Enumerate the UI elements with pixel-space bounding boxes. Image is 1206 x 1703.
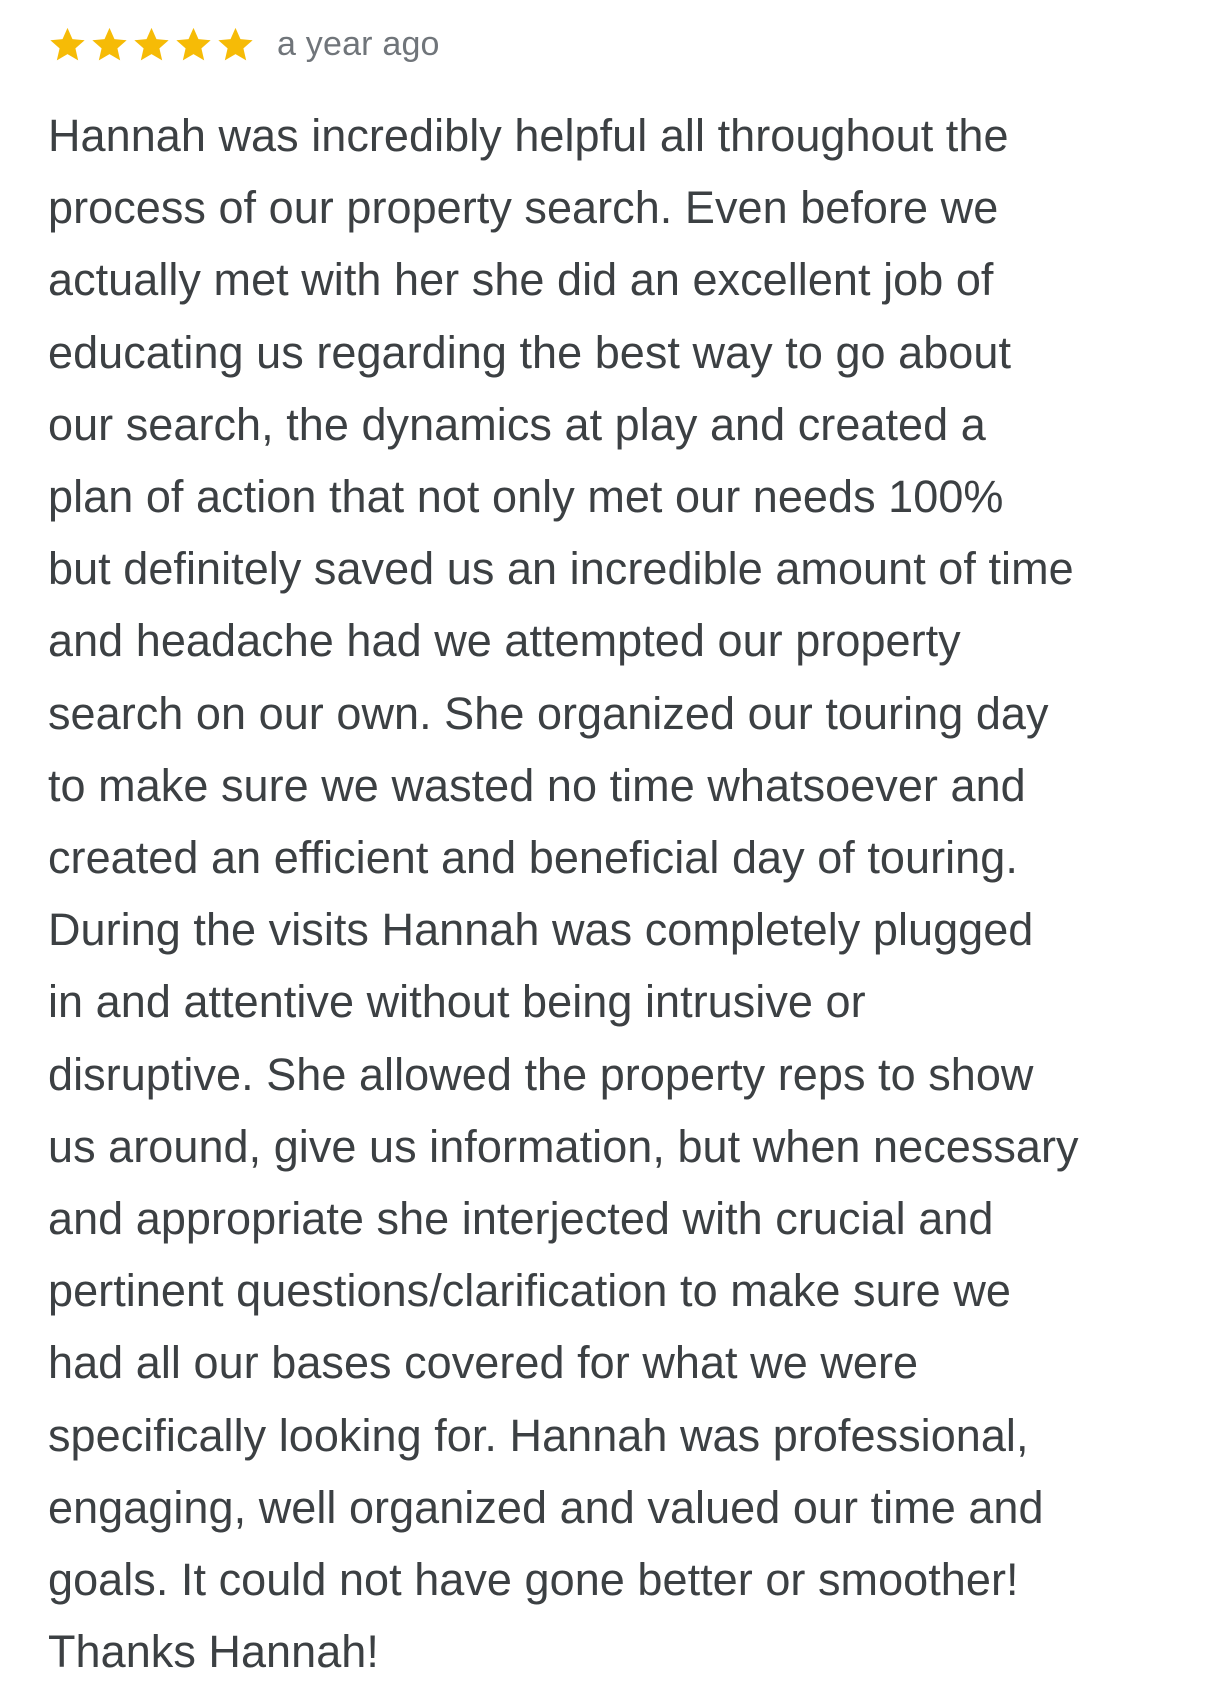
review-text-line: us around, give us information, but when necessary [48, 1120, 1079, 1172]
review-text-line: our search, the dynamics at play and created a [48, 398, 986, 450]
review-text-line: created an efficient and beneficial day of touring. [48, 832, 1018, 884]
review-text-line: pertinent questions/clarification to make sure we [48, 1265, 1011, 1317]
review-text-line: and headache had we attempted our property [48, 615, 961, 667]
review-text-line: but definitely saved us an incredible amount of time [48, 543, 1074, 595]
review-text-line: educating us regarding the best way to go about [48, 326, 1012, 378]
review-text-line: in and attentive without being intrusive or [48, 976, 866, 1028]
review-text-line: goals. It could not have gone better or smoother! [48, 1554, 1019, 1606]
review-text-line: actually met with her she did an excellent job of [48, 254, 994, 306]
star-filled-icon [90, 25, 129, 64]
review-text-line: disruptive. She allowed the property reps to show [48, 1048, 1034, 1100]
review-text-line: process of our property search. Even before we [48, 182, 999, 234]
star-filled-icon [216, 25, 255, 64]
review-text-line: search on our own. She organized our touring day [48, 687, 1049, 739]
star-filled-icon [174, 25, 213, 64]
review-text-line: plan of action that not only met our needs 100% [48, 471, 1004, 523]
review-text-line: engaging, well organized and valued our time and [48, 1481, 1044, 1533]
review-text-line: to make sure we wasted no time whatsoever and [48, 759, 1026, 811]
review-text-line: During the visits Hannah was completely plugged [48, 904, 1034, 956]
review-text-line: and appropriate she interjected with crucial and [48, 1193, 994, 1245]
star-rating [48, 25, 255, 64]
star-filled-icon [48, 25, 87, 64]
star-filled-icon [132, 25, 171, 64]
review-text-line: Hannah was incredibly helpful all throughout the [48, 110, 1009, 161]
review-text-line: had all our bases covered for what we were [48, 1337, 919, 1389]
review-card [48, 16, 1178, 1688]
review-time: a year ago [277, 24, 440, 63]
review-text-line: specifically looking for. Hannah was professional, [48, 1409, 1029, 1461]
review-text [48, 100, 1178, 1688]
review-text-line: Thanks Hannah! [48, 1626, 379, 1678]
review-meta [48, 16, 1178, 72]
